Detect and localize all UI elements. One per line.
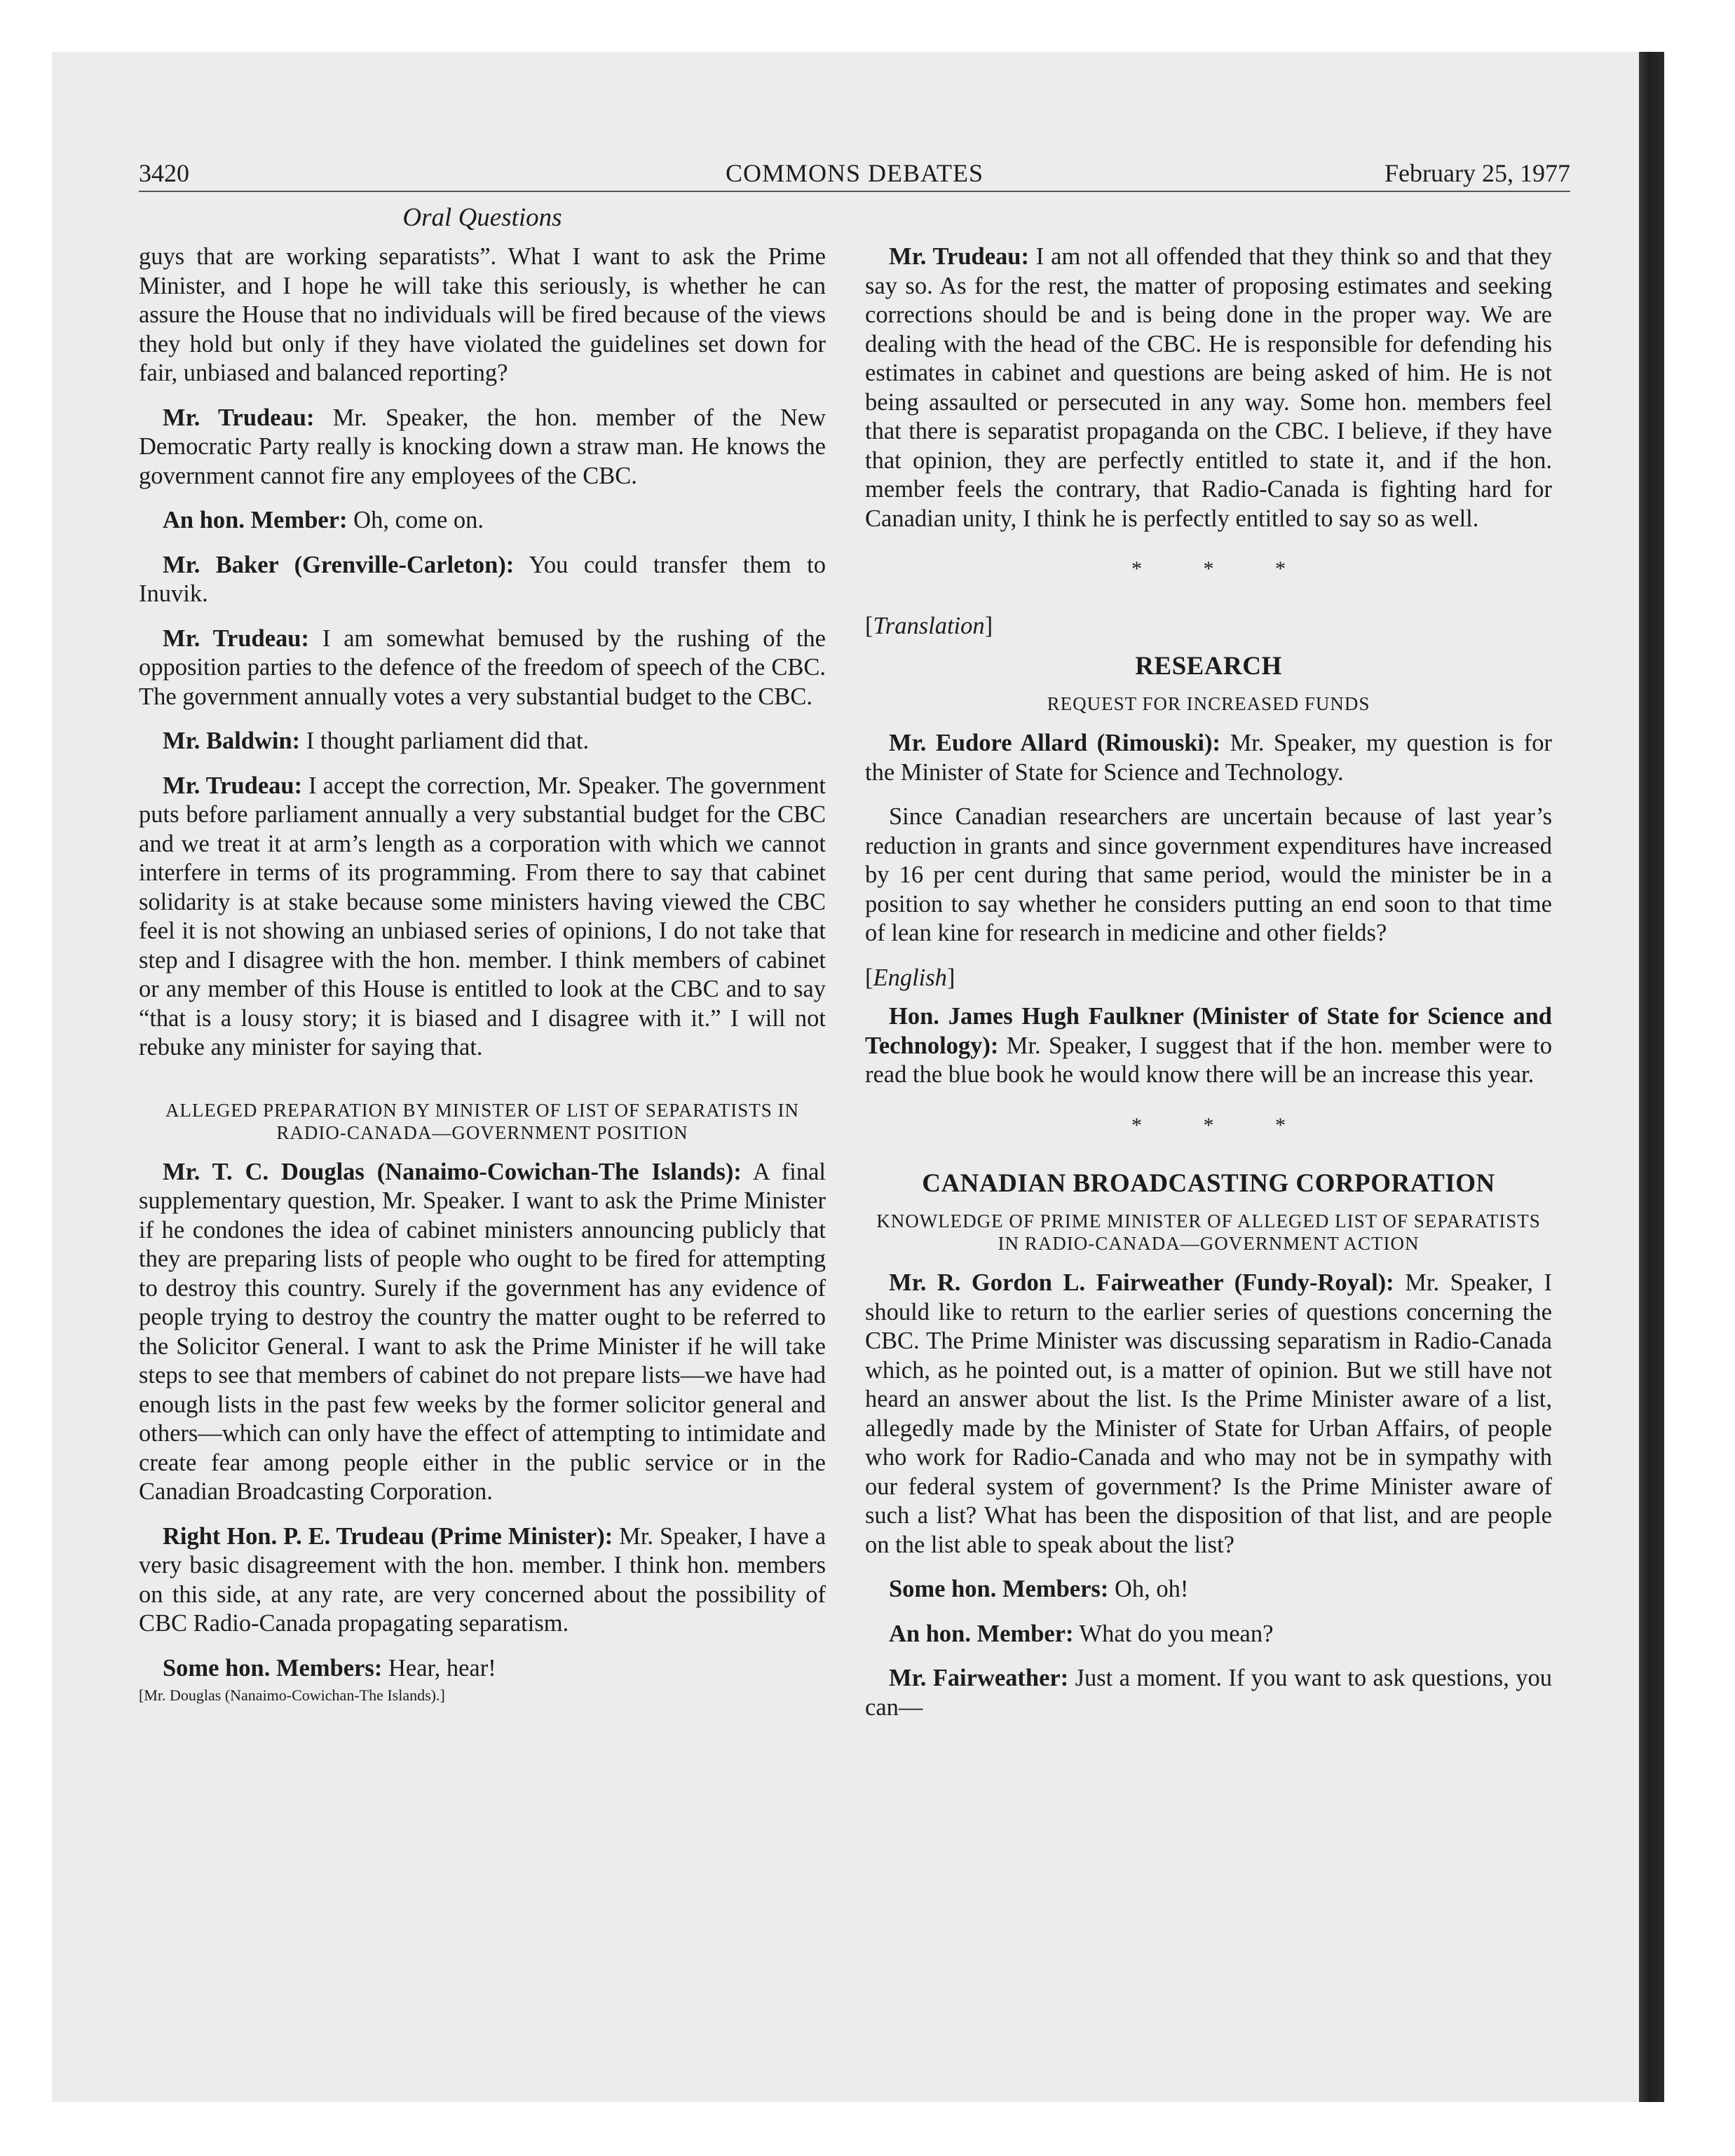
- paragraph: [865, 1575, 1552, 1604]
- paragraph: [865, 1269, 1552, 1560]
- page-number: 3420: [139, 159, 189, 187]
- section-label: Oral Questions: [402, 203, 562, 232]
- paragraph: [139, 1654, 826, 1684]
- paragraph: [139, 551, 826, 609]
- speech-text: Mr. Speaker, I have a very basic disagreement with the hon. member. I think hon. members on this side, at any rate, are very concerned about the possibility of CBC Radio-Canada propagating separatism.: [139, 1522, 826, 1637]
- speaker-name: Mr. Trudeau:: [163, 625, 309, 652]
- subheading: ALLEGED PREPARATION BY MINISTER OF LIST OF SEPARATISTS IN RADIO-CANADA—GOVERNMENT POSITION: [165, 1099, 800, 1143]
- section-separator: * * *: [1131, 557, 1314, 580]
- paragraph: [865, 1002, 1552, 1090]
- speaker-name: Mr. Eudore Allard (Rimouski):: [889, 730, 1220, 756]
- speaker-name: Mr. Trudeau:: [163, 772, 303, 799]
- subheading: REQUEST FOR INCREASED FUNDS: [1047, 693, 1370, 714]
- speaker-name: Mr. Baldwin:: [163, 728, 301, 754]
- speech-text: Mr. Speaker, I suggest that if the hon. member were to read the blue book he would know there will be an increase this year.: [865, 1032, 1552, 1088]
- speech-text: Mr. Speaker, I should like to return to the earlier series of questions concerning the CBC. The Prime Minister was discussing separatism in Radio-Canada which, as he pointed out, is a matter of opinion. But we still have not heard an answer about the list. Is the Prime Minister aware of a list, allegedly made by the Minister of State for Urban Affairs, of people who work for Radio-Canada and who may not be in sympathy with our federal system of government? Is the Prime Minister aware of such a list? What has been the disposition of that list, and are people on the list able to speak about the list?: [865, 1269, 1552, 1558]
- language-label: English: [873, 964, 947, 991]
- speech-text: I thought parliament did that.: [300, 728, 590, 754]
- paragraph: [139, 727, 826, 756]
- speech-text: I accept the correction, Mr. Speaker. The government puts before parliament annually a very substantial budget for the CBC and we treat it at arm’s length as a corporation with which we cannot interfere in terms of its programming. From there to say that cabinet solidarity is at stake because some ministers having viewed the CBC feel it is not showing an unbiased series of opinions, I do not take that step and I disagree with the hon. member. I think members of cabinet or any member of this House is entitled to look at the CBC and to say “that is a lousy story; it is biased and I disagree with it.” I will not rebuke any minister for saying that.: [139, 772, 826, 1060]
- speech-text: I am somewhat bemused by the rushing of the opposition parties to the defence of the freedom of speech of the CBC. The government annually votes a very substantial budget to the CBC.: [139, 625, 826, 710]
- language-label: Translation: [873, 612, 985, 639]
- speech-text: Mr. Speaker, my question is for the Minister of State for Science and Technology.: [865, 730, 1552, 786]
- speaker-name: Mr. T. C. Douglas (Nanaimo-Cowichan-The Islands):: [163, 1158, 742, 1185]
- paragraph: guys that are working separatists”. What I want to ask the Prime Minister, and I hope he will take this seriously, is whether he can assure the House that no individuals will be fired because of the views they hold but only if they have violated the guidelines set down for fair, unbiased and balanced reporting?: [139, 243, 826, 386]
- speaker-name: Mr. Trudeau:: [889, 243, 1029, 270]
- left-column: [139, 243, 826, 1705]
- section-heading: RESEARCH: [1135, 652, 1282, 681]
- paragraph: [139, 1522, 826, 1639]
- journal-title: COMMONS DEBATES: [725, 159, 984, 187]
- speech-text: I am not all offended that they think so and that they say so. As for the rest, the matter of proposing estimates and seeking corrections should be and is being done in the proper way. We are dealing with the head of the CBC. He is responsible for defending his estimates in cabinet and questions are being asked of him. He is not being assaulted or persecuted in any way. Some hon. members feel that there is separatist propaganda on the CBC. I believe, if they have that opinion, they are perfectly entitled to state it, and if the hon. member feels the contrary, that Radio-Canada is fighting hard for Canadian unity, I think he is perfectly entitled to say so as well.: [865, 243, 1552, 532]
- issue-date: February 25, 1977: [1384, 159, 1570, 187]
- section-separator: * * *: [1131, 1113, 1314, 1137]
- speaker-name: Mr. R. Gordon L. Fairweather (Fundy-Royal):: [889, 1269, 1394, 1296]
- speaker-name: Right Hon. P. E. Trudeau (Prime Minister):: [163, 1522, 613, 1550]
- speaker-name: Some hon. Members:: [889, 1576, 1109, 1602]
- paragraph: Since Canadian researchers are uncertain because of last year’s reduction in grants and since government expenditures have increased by 16 per cent during that same period, would the minister be in a position to say whether he considers putting an end soon to that time of lean kine for research in medicine and other fields?: [865, 803, 1552, 946]
- paragraph: [865, 1664, 1552, 1722]
- paragraph: [865, 1620, 1552, 1649]
- speaker-name: An hon. Member:: [163, 507, 348, 533]
- speaker-footnote: [Mr. Douglas (Nanaimo-Cowichan-The Islands).]: [139, 1686, 445, 1704]
- paragraph: [865, 243, 1552, 533]
- speech-text: Mr. Speaker, the hon. member of the New Democratic Party really is knocking down a straw man. He knows the government cannot fire any employees of the CBC.: [139, 404, 826, 489]
- scan-edge-bar: [1639, 52, 1664, 2102]
- paragraph: [139, 506, 826, 535]
- speech-text: A final supplementary question, Mr. Speaker. I want to ask the Prime Minister if he condones the idea of cabinet ministers announcing publicly that they are preparing lists of people who ought to be fired for attempting to destroy this country. Surely if the government has any evidence of people trying to destroy the country the matter ought to be referred to the Solicitor General. I want to ask the Prime Minister if he will take steps to see that members of cabinet do not prepare lists—we have had enough lists in the past few weeks by the former solicitor general and others—which can only have the effect of attempting to intimidate and create fear among people either in the public service or in the Canadian Broadcasting Corporation.: [139, 1158, 826, 1505]
- section-heading: CANADIAN BROADCASTING CORPORATION: [922, 1169, 1495, 1198]
- speaker-name: Some hon. Members:: [163, 1654, 383, 1681]
- speech-text: Hear, hear!: [382, 1654, 496, 1681]
- speaker-name: Mr. Fairweather:: [889, 1665, 1069, 1691]
- speaker-name: Mr. Trudeau:: [163, 404, 315, 431]
- paragraph: [139, 625, 826, 712]
- running-header: [139, 157, 1570, 189]
- speech-text: Just a moment. If you want to ask questions, you can—: [865, 1665, 1552, 1721]
- right-column: [865, 243, 1552, 1738]
- paragraph: [139, 404, 826, 491]
- speech-text: Oh, oh!: [1108, 1576, 1189, 1602]
- speech-text: You could transfer them to Inuvik.: [139, 551, 826, 607]
- language-note: [English]: [865, 964, 955, 991]
- speaker-name: An hon. Member:: [889, 1620, 1074, 1647]
- paragraph: [865, 729, 1552, 787]
- language-note: [Translation]: [865, 612, 993, 639]
- speaker-name: Hon. James Hugh Faulkner (Minister of State for Science and Technology):: [865, 1003, 1552, 1059]
- paragraph: [139, 772, 826, 1063]
- speech-text: What do you mean?: [1073, 1620, 1274, 1647]
- paragraph: [139, 1158, 826, 1507]
- speech-text: Oh, come on.: [347, 507, 484, 533]
- header-rule: [139, 191, 1570, 192]
- speaker-name: Mr. Baker (Grenville-Carleton):: [163, 551, 515, 578]
- subheading: KNOWLEDGE OF PRIME MINISTER OF ALLEGED LIST OF SEPARATISTS IN RADIO-CANADA—GOVERNMENT ACTION: [876, 1210, 1541, 1254]
